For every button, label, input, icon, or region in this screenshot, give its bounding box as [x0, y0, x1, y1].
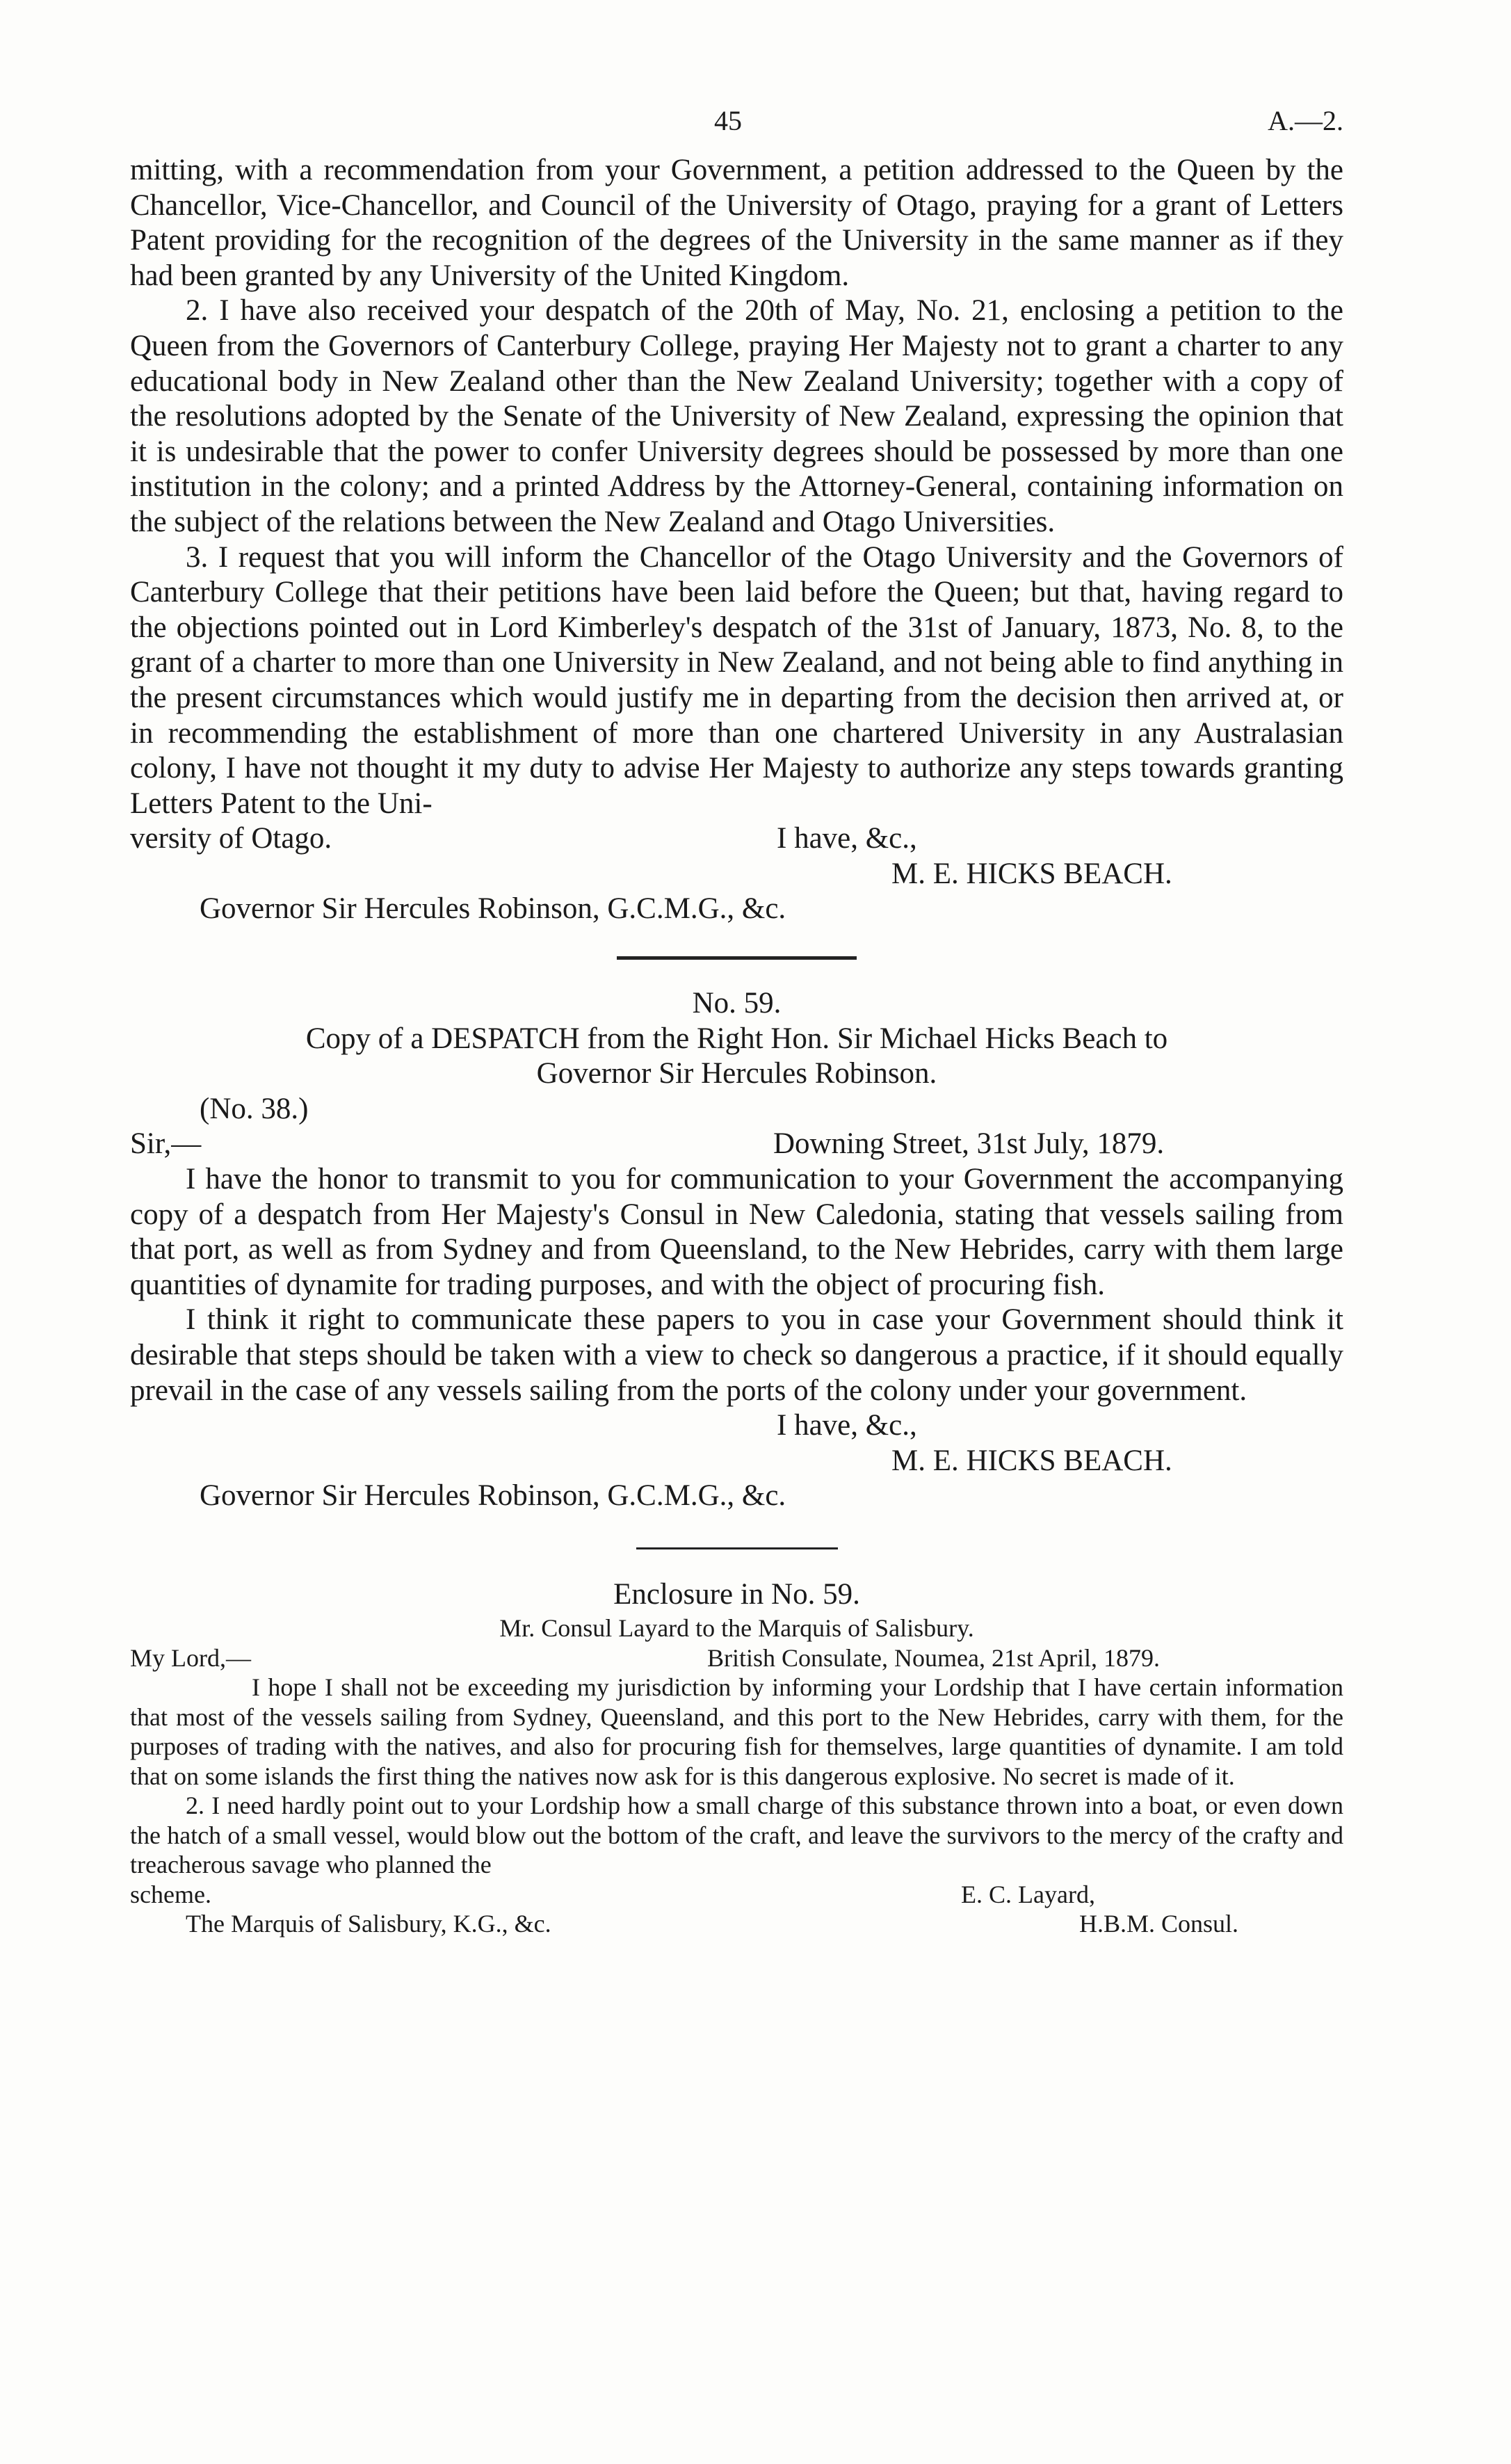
signature-row-59 [130, 1444, 1343, 1479]
paragraph-2: 2. I have also received your despatch of the 20th of May, No. 21, enclosing a petition to the Queen from the Governors of Canterbury College, praying Her Majesty not to grant a charter to any educational body in New Zealand other than the New Zealand University; together with a copy of the resolutions adopted by the Senate of the University of New Zealand, expressing the opinion that it is undesirable that the power to confer University degrees should be possessed by more than one institution in the colony; and a printed Address by the Attorney-General, containing information on the subject of the relations between the New Zealand and Otago Universities. [130, 294, 1343, 538]
paragraph-continued: mitting, with a recommendation from your Government, a petition addressed to the Queen by the Chancellor, Vice-Chancellor, and Council of the University of Otago, praying for a grant of Letters Patent providing for the recognition of the degrees of the University in the same manner as if they had been granted by any University of the United Kingdom. [130, 154, 1343, 292]
despatch-ref: (No. 38.) [200, 1092, 309, 1125]
enclosure-signature: E. C. Layard, [961, 1880, 1095, 1908]
salutation-row [130, 1127, 1343, 1162]
enclosure-signature-row [130, 1880, 1343, 1910]
enclosure-title: H.B.M. Consul. [1079, 1910, 1239, 1938]
despatch-title-line1: Copy of a DESPATCH from the Right Hon. Sir Michael Hicks Beach to [305, 1022, 1168, 1055]
document-page [130, 104, 1343, 1939]
addressee-row [130, 892, 1343, 927]
signature-59: M. E. HICKS BEACH. [891, 1444, 1172, 1477]
signature-row [130, 857, 1343, 892]
enclosure-salutation: My Lord,— [130, 1643, 251, 1672]
addressee-59: Governor Sir Hercules Robinson, G.C.M.G., &c. [200, 1479, 786, 1513]
signature: M. E. HICKS BEACH. [891, 857, 1172, 890]
despatch-number: No. 59. [692, 987, 782, 1020]
paragraph-3-end: versity of Otago. [130, 822, 332, 855]
enclosure-paragraph-2-end: scheme. [130, 1880, 211, 1908]
enclosure-heading: Enclosure in No. 59. [613, 1577, 860, 1611]
place-date: Downing Street, 31st July, 1879. [773, 1127, 1165, 1161]
salutation: Sir,— [130, 1127, 202, 1161]
enclosure-paragraph-1: I hope I shall not be exceeding my jurisdiction by informing your Lordship that I have certain information that most of the vessels sailing from Sydney, Queensland, and this port to the New Hebrides, carry with them, for the purposes of trading with the natives, and also for procuring fish for themselves, large quantities of dynamite. I am told that on some islands the first thing the natives now ask for is this dangerous explosive. No secret is made of it. [130, 1673, 1343, 1790]
enclosure-addressee-row [130, 1909, 1343, 1939]
addressee-row-59 [130, 1479, 1343, 1514]
closing-row [130, 821, 1343, 857]
despatch-paragraph-1: I have the honor to transmit to you for communication to your Government the accompanying copy of a despatch from Her Majesty's Consul in New Caledonia, stating that vessels sailing from that port, as well as from Sydney and from Queensland, to the New Hebrides, carry with them large quantities of dynamite for trading purposes, and with the object of procuring fish. [130, 1163, 1343, 1301]
closing: I have, &c., [777, 822, 917, 855]
enclosure-place-date: British Consulate, Noumea, 21st April, 1879. [707, 1643, 1160, 1672]
closing-59: I have, &c., [777, 1409, 917, 1442]
despatch-paragraph-2: I think it right to communicate these papers to you in case your Government should think it desirable that steps should be taken with a view to check so dangerous a practice, if it should equally prevail in the case of any vessels sailing from the ports of the colony under your government. [130, 1303, 1343, 1407]
despatch-title-line2: Governor Sir Hercules Robinson. [536, 1057, 937, 1090]
document-reference: A.—2. [1268, 105, 1343, 136]
enclosure-addressee: The Marquis of Salisbury, K.G., &c. [186, 1910, 551, 1938]
enclosure-subheading: Mr. Consul Layard to the Marquis of Salisbury. [499, 1613, 974, 1642]
page-number: 45 [714, 105, 742, 136]
page-header [130, 104, 1343, 153]
addressee: Governor Sir Hercules Robinson, G.C.M.G., &c. [200, 892, 786, 926]
paragraph-3: 3. I request that you will inform the Chancellor of the Otago University and the Governors of Canterbury College that their petitions have been laid before the Queen; but that, having regard to the objections pointed out in Lord Kimberley's despatch of the 31st of January, 1873, No. 8, to the grant of a charter to more than one University in New Zealand, and not being able to find anything in the present circumstances which would justify me in departing from the decision then arrived at, or in recommending the establishment of more than one chartered University in any Australasian colony, I have not thought it my duty to advise Her Majesty to authorize any steps towards granting Letters Patent to the Uni- [130, 540, 1343, 820]
closing-row-59 [130, 1408, 1343, 1444]
despatch-ref-row [130, 1092, 1343, 1127]
enclosure-paragraph-2: 2. I need hardly point out to your Lordship how a small charge of this substance thrown into a boat, or even down the hatch of a small vessel, would blow out the bottom of the craft, and leave the survivors to the mercy of the crafty and treacherous savage who planned the [130, 1791, 1343, 1879]
enclosure-salutation-row [130, 1643, 1343, 1673]
